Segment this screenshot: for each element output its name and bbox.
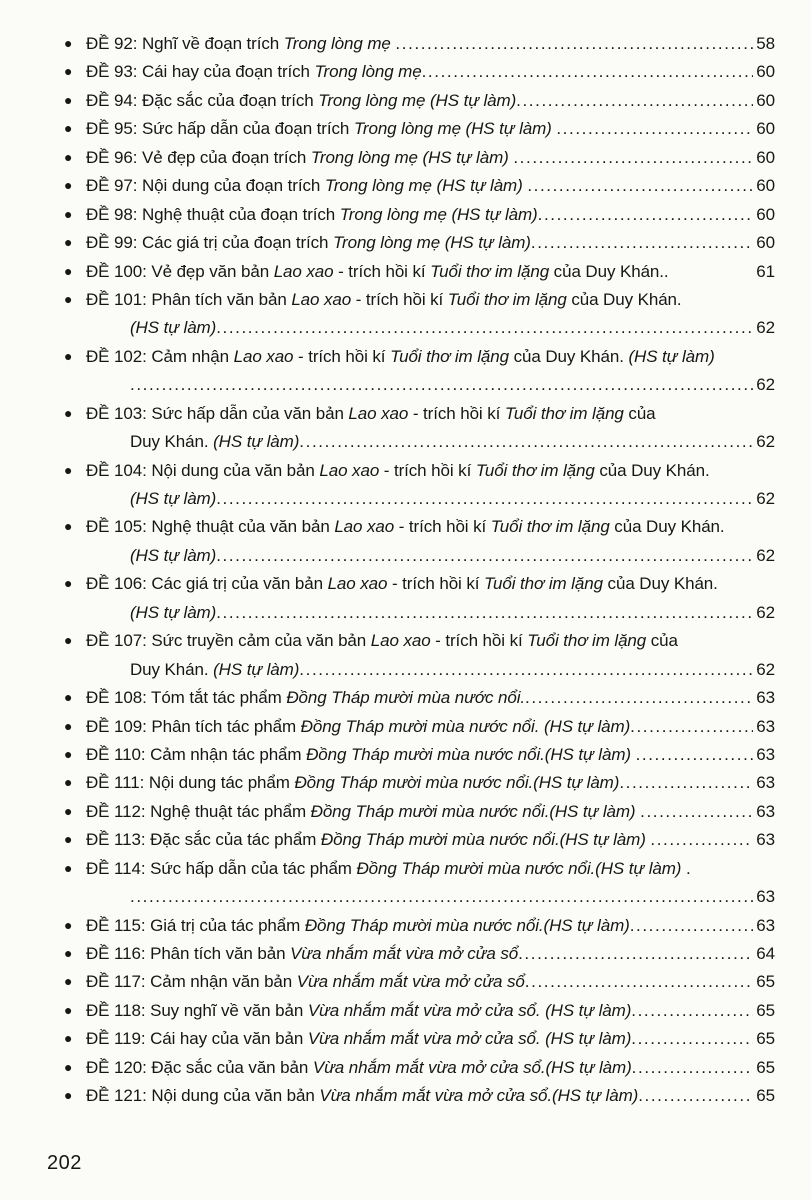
toc-entry-103 — [64, 404, 775, 461]
toc-work-title-segment: (HS tự làm) — [213, 659, 300, 679]
toc-work-title-segment: Vừa nhắm mắt vừa mở cửa sổ.(HS tự làm) — [319, 1086, 639, 1106]
toc-work-title-segment: Trong lòng mẹ (HS tự làm) — [353, 119, 557, 139]
toc-text-segment: ĐỀ 115: Giá trị của tác phẩm — [86, 915, 305, 935]
toc-text-segment: ĐỀ 96: Vẻ đẹp của đoạn trích — [86, 147, 311, 167]
toc-entry-line — [64, 972, 775, 1000]
toc-page-number: 62 — [756, 318, 775, 338]
bullet-icon: ● — [64, 518, 73, 535]
dot-leader — [395, 34, 753, 54]
toc-text-segment: ĐỀ 99: Các giá trị của đoạn trích — [86, 233, 334, 253]
toc-work-title-segment: Vừa nhắm mắt vừa mở cửa sổ. (HS tự làm) — [307, 1000, 632, 1020]
dot-leader — [130, 887, 753, 907]
toc-text-segment: ĐỀ 97: Nội dung của đoạn trích — [86, 176, 325, 196]
toc-work-title-segment: Tuổi thơ im lặng — [527, 631, 647, 651]
toc-page-number: 63 — [756, 773, 775, 793]
toc-entry-line — [64, 290, 775, 318]
toc-entry-line — [64, 773, 775, 801]
toc-entry-119 — [64, 1029, 775, 1057]
toc-entry-100 — [64, 262, 775, 290]
dot-leader — [513, 148, 753, 168]
dot-leader — [299, 432, 753, 452]
toc-entry-line — [64, 859, 775, 887]
toc-text-segment: ĐỀ 112: Nghệ thuật tác phẩm — [86, 801, 311, 821]
toc-text-segment: ĐỀ 116: Phân tích văn bản — [86, 944, 291, 963]
toc-entry-line — [64, 1058, 775, 1086]
toc-page-number: 60 — [756, 147, 775, 167]
bullet-icon: ● — [64, 859, 73, 876]
dot-leader — [525, 688, 753, 708]
toc-work-title-segment: (HS tự làm) — [130, 602, 217, 622]
dot-leader — [130, 375, 753, 395]
toc-work-title-segment: Đồng Tháp mười mùa nước nổi.(HS tự làm) — [304, 915, 630, 935]
toc-text-segment: - trích hồi kí — [408, 403, 505, 423]
toc-entry-98 — [64, 205, 775, 233]
toc-work-title-segment: Trong lòng mẹ (HS tự làm) — [310, 147, 514, 167]
toc-page-number: 60 — [756, 90, 775, 110]
toc-entry-111 — [64, 773, 775, 801]
toc-entry-94 — [64, 91, 775, 119]
toc-list — [64, 34, 775, 1115]
toc-entry-112 — [64, 802, 775, 830]
toc-work-title-segment: Trong lòng mẹ (HS tự làm) — [324, 176, 528, 196]
toc-entry-95 — [64, 119, 775, 147]
dot-leader — [619, 773, 753, 793]
toc-page-number: 64 — [756, 944, 775, 963]
toc-entry-97 — [64, 176, 775, 204]
bullet-icon: ● — [64, 717, 73, 734]
toc-work-title-segment: Đồng Tháp mười mùa nước nổi. (HS tự làm) — [300, 716, 631, 736]
bullet-icon: ● — [64, 945, 73, 961]
toc-entry-line — [64, 1086, 775, 1114]
toc-entry-106 — [64, 574, 775, 631]
toc-entry-99 — [64, 233, 775, 261]
toc-entry-line — [64, 916, 775, 944]
toc-text-segment: ĐỀ 95: Sức hấp dẫn của đoạn trích — [86, 119, 354, 139]
toc-work-title-segment: Đồng Tháp mười mùa nước nổi.(HS tự làm) — [294, 773, 620, 793]
toc-text-segment: ĐỀ 101: Phân tích văn bản — [86, 289, 292, 309]
toc-entry-continuation-line — [64, 660, 775, 688]
toc-entry-line — [64, 1029, 775, 1057]
bullet-icon: ● — [64, 63, 73, 80]
toc-text-segment: ĐỀ 93: Cái hay của đoạn trích — [86, 62, 315, 82]
bullet-icon: ● — [64, 745, 73, 762]
dot-leader — [638, 1086, 753, 1106]
bullet-icon: ● — [64, 1087, 73, 1104]
toc-text-segment: ĐỀ 100: Vẻ đẹp văn bản — [86, 261, 274, 281]
bullet-icon: ● — [64, 120, 73, 137]
toc-text-segment: ĐỀ 102: Cảm nhận — [86, 346, 234, 366]
dot-leader — [630, 916, 754, 936]
footer-page-number: 202 — [47, 1152, 82, 1174]
dot-leader — [632, 1058, 754, 1078]
bullet-icon: ● — [64, 689, 73, 706]
toc-work-title-segment: (HS tự làm) — [130, 489, 217, 508]
bullet-icon: ● — [64, 404, 73, 421]
toc-text-segment: ĐỀ 117: Cảm nhận văn bản — [86, 972, 297, 992]
toc-entry-118 — [64, 1001, 775, 1029]
toc-entry-107 — [64, 631, 775, 688]
toc-text-segment: của Duy Khán. — [508, 346, 629, 366]
toc-text-segment: ĐỀ 118: Suy nghĩ về văn bản — [86, 1000, 308, 1020]
dot-leader — [299, 660, 753, 680]
toc-work-title-segment: Lao xao — [319, 460, 380, 480]
toc-entry-line — [64, 688, 775, 716]
toc-text-segment: ĐỀ 104: Nội dung của văn bản — [86, 460, 320, 480]
toc-text-segment: của — [646, 631, 678, 651]
toc-text-segment: của Duy Khán. — [566, 289, 682, 309]
toc-text-segment: - trích hồi kí — [430, 631, 528, 651]
dot-leader — [650, 830, 753, 850]
toc-work-title-segment: Lao xao — [291, 289, 352, 309]
bullet-icon: ● — [64, 774, 73, 791]
toc-entry-line — [64, 944, 775, 972]
toc-work-title-segment: Tuổi thơ im lặng — [430, 261, 550, 281]
toc-page-number: 63 — [756, 716, 775, 736]
toc-text-segment: - trích hồi kí — [379, 460, 476, 480]
toc-page-number: 63 — [756, 744, 775, 764]
toc-work-title-segment: Vừa nhắm mắt vừa mở cửa sổ — [290, 944, 519, 963]
toc-text-segment: - trích hồi kí — [351, 289, 448, 309]
toc-entry-line — [64, 91, 775, 119]
bullet-icon: ● — [64, 290, 73, 307]
toc-entry-continuation-line — [64, 546, 775, 574]
bullet-icon: ● — [64, 347, 73, 364]
toc-work-title-segment: Lao xao — [233, 346, 294, 366]
toc-text-segment: ĐỀ 108: Tóm tắt tác phẩm — [86, 688, 287, 708]
bullet-icon: ● — [64, 234, 73, 251]
toc-entry-92 — [64, 34, 775, 62]
toc-page-number: 58 — [756, 34, 775, 53]
toc-page-number: 63 — [756, 887, 775, 907]
toc-text-segment: ĐỀ 113: Đặc sắc của tác phẩm — [86, 830, 321, 850]
toc-entry-continuation-line — [64, 432, 775, 460]
toc-text-segment: ĐỀ 109: Phân tích tác phẩm — [86, 716, 301, 736]
toc-entry-line — [64, 574, 775, 602]
bullet-icon: ● — [64, 575, 73, 592]
toc-entry-line — [64, 404, 775, 432]
toc-entry-line — [64, 347, 775, 375]
toc-work-title-segment: Tuổi thơ im lặng — [447, 289, 567, 309]
toc-page-number: 65 — [756, 1086, 775, 1106]
toc-entry-115 — [64, 916, 775, 944]
bullet-icon: ● — [64, 1058, 73, 1075]
dot-leader — [216, 546, 753, 566]
toc-page-number: 62 — [756, 602, 775, 622]
toc-text-segment: - trích hồi kí — [387, 574, 485, 594]
dot-leader — [556, 119, 753, 139]
toc-page-number: 60 — [756, 204, 775, 224]
toc-text-segment: ĐỀ 103: Sức hấp dẫn của văn bản — [86, 403, 349, 423]
toc-work-title-segment: Lao xao — [370, 631, 431, 651]
dot-leader — [516, 91, 753, 111]
toc-page-number: 63 — [756, 830, 775, 850]
toc-entry-continuation-line — [64, 887, 775, 915]
toc-page-number: 65 — [756, 972, 775, 992]
toc-entry-104 — [64, 461, 775, 518]
toc-text-segment: ĐỀ 92: Nghĩ về đoạn trích — [86, 34, 284, 53]
bullet-icon: ● — [64, 831, 73, 848]
toc-work-title-segment: Đồng Tháp mười mùa nước nổi.(HS tự làm) — [320, 830, 651, 850]
toc-page-number: 63 — [756, 688, 775, 708]
toc-page-number: 65 — [756, 1057, 775, 1077]
toc-entry-line — [64, 830, 775, 858]
toc-text-segment: ĐỀ 105: Nghệ thuật của văn bản — [86, 517, 335, 537]
bullet-icon: ● — [64, 205, 73, 222]
toc-entry-line — [64, 205, 775, 233]
toc-entry-93 — [64, 62, 775, 90]
toc-entry-121 — [64, 1086, 775, 1114]
toc-text-segment: - trích hồi kí — [293, 346, 391, 366]
toc-text-segment: ĐỀ 106: Các giá trị của văn bản — [86, 574, 328, 594]
toc-work-title-segment: Đồng Tháp mười mùa nước nổi.(HS tự làm) — [310, 801, 641, 821]
toc-entry-108 — [64, 688, 775, 716]
toc-entry-line — [64, 461, 775, 489]
toc-work-title-segment: Tuổi thơ im lặng — [504, 403, 624, 423]
toc-text-segment: - trích hồi kí — [394, 517, 491, 537]
dot-leader — [636, 745, 754, 765]
toc-page-number: 62 — [756, 489, 775, 508]
toc-text-segment: Duy Khán. — [130, 432, 214, 452]
toc-work-title-segment: (HS tự làm) — [130, 545, 217, 565]
bullet-icon: ● — [64, 262, 73, 279]
toc-work-title-segment: Lao xao — [327, 574, 388, 594]
toc-page-number: 63 — [756, 915, 775, 935]
toc-page-number: 62 — [756, 375, 775, 395]
toc-page-number: 60 — [756, 62, 775, 82]
toc-work-title-segment: Vừa nhắm mắt vừa mở cửa sổ. (HS tự làm) — [307, 1029, 632, 1049]
toc-work-title-segment: Tuổi thơ im lặng — [484, 574, 603, 594]
bullet-icon: ● — [64, 177, 73, 194]
toc-entry-line — [64, 34, 775, 62]
toc-text-segment: của Duy Khán. — [594, 460, 710, 480]
bullet-icon: ● — [64, 916, 73, 933]
toc-text-segment: ĐỀ 98: Nghệ thuật của đoạn trích — [86, 204, 340, 224]
toc-text-segment: ĐỀ 110: Cảm nhận tác phẩm — [86, 744, 307, 764]
dot-leader — [531, 233, 753, 253]
dot-leader — [630, 717, 753, 737]
toc-entry-96 — [64, 148, 775, 176]
toc-page-number: 60 — [756, 233, 775, 253]
toc-work-title-segment: Đồng Tháp mười mùa nước nổi.(HS tự làm) — [306, 744, 636, 764]
toc-entry-continuation-line — [64, 489, 775, 517]
toc-work-title-segment: Tuổi thơ im lặng — [475, 460, 595, 480]
toc-text-segment: ĐỀ 107: Sức truyền cảm của văn bản — [86, 631, 371, 651]
toc-entry-continuation-line — [64, 318, 775, 346]
toc-entry-line — [64, 517, 775, 545]
toc-page-number: 65 — [756, 1029, 775, 1049]
toc-entry-109 — [64, 717, 775, 745]
toc-entry-line — [64, 745, 775, 773]
toc-page-number: 60 — [756, 119, 775, 139]
toc-text-segment: của Duy Khán. — [602, 574, 718, 594]
dot-leader — [518, 944, 753, 964]
toc-text-segment: của Duy Khán. — [609, 517, 725, 537]
toc-work-title-segment: Vừa nhắm mắt vừa mở cửa sổ — [296, 972, 525, 992]
toc-work-title-segment: Trong lòng mẹ — [283, 34, 396, 53]
toc-page-number: 62 — [756, 659, 775, 679]
dot-leader — [216, 603, 753, 623]
toc-entry-line — [64, 148, 775, 176]
bullet-icon: ● — [64, 1030, 73, 1047]
dot-leader — [640, 802, 753, 822]
dot-leader — [525, 972, 753, 992]
toc-work-title-segment: Lao xao — [348, 403, 409, 423]
toc-work-title-segment: Lao xao — [334, 517, 395, 537]
bullet-icon: ● — [64, 973, 73, 990]
toc-text-segment: của — [623, 403, 656, 423]
toc-work-title-segment: Đồng Tháp mười mùa nước nổi. — [286, 688, 526, 708]
toc-work-title-segment: (HS tự làm) — [628, 346, 715, 366]
toc-page-number: 65 — [756, 1000, 775, 1020]
toc-work-title-segment: (HS tự làm) — [130, 318, 217, 338]
toc-work-title-segment: Tuổi thơ im lặng — [390, 346, 509, 366]
dot-leader — [216, 318, 753, 338]
toc-work-title-segment: Tuổi thơ im lặng — [490, 517, 610, 537]
toc-text-segment: ĐỀ 121: Nội dung của văn bản — [86, 1086, 320, 1106]
toc-text-segment: ĐỀ 114: Sức hấp dẫn của tác phẩm — [86, 858, 357, 878]
toc-entry-line — [64, 176, 775, 204]
toc-entry-line — [64, 262, 775, 290]
toc-entry-120 — [64, 1058, 775, 1086]
toc-work-title-segment: (HS tự làm) — [213, 432, 300, 452]
bullet-icon: ● — [64, 461, 73, 478]
toc-entry-117 — [64, 972, 775, 1000]
bullet-icon: ● — [64, 91, 73, 108]
toc-page-number: 61 — [756, 261, 775, 281]
toc-page-number: 60 — [756, 176, 775, 196]
toc-entry-116 — [64, 944, 775, 972]
toc-entry-105 — [64, 517, 775, 574]
toc-page-number: 62 — [756, 432, 775, 452]
toc-entry-continuation-line — [64, 603, 775, 631]
bullet-icon: ● — [64, 1001, 73, 1018]
bullet-icon: ● — [64, 802, 73, 819]
toc-text-segment: ĐỀ 94: Đặc sắc của đoạn trích — [86, 90, 319, 110]
toc-text-segment: . — [681, 858, 691, 878]
toc-text-segment: - trích hồi kí — [333, 261, 431, 281]
dot-leader — [631, 1029, 753, 1049]
toc-text-segment: Duy Khán. — [130, 659, 214, 679]
dot-leader — [538, 205, 754, 225]
toc-entry-line — [64, 631, 775, 659]
toc-work-title-segment: Trong lòng mẹ — [314, 62, 422, 82]
toc-work-title-segment: Đồng Tháp mười mùa nước nổi.(HS tự làm) — [356, 858, 682, 878]
toc-work-title-segment: Trong lòng mẹ (HS tự làm) — [318, 90, 517, 110]
dot-leader — [527, 176, 753, 196]
toc-text-segment: của Duy Khán.. — [549, 261, 669, 281]
dot-leader — [631, 1001, 753, 1021]
toc-entry-101 — [64, 290, 775, 347]
dot-leader — [422, 62, 754, 82]
bullet-icon: ● — [64, 148, 73, 165]
dot-leader — [216, 489, 753, 509]
bullet-icon: ● — [64, 632, 73, 649]
toc-entry-line — [64, 233, 775, 261]
toc-entry-113 — [64, 830, 775, 858]
toc-page-number: 62 — [756, 545, 775, 565]
toc-entry-continuation-line — [64, 375, 775, 403]
toc-entry-102 — [64, 347, 775, 404]
toc-text-segment: ĐỀ 111: Nội dung tác phẩm — [86, 773, 295, 793]
toc-work-title-segment: Vừa nhắm mắt vừa mở cửa sổ.(HS tự làm) — [312, 1057, 632, 1077]
toc-entry-line — [64, 119, 775, 147]
toc-entry-line — [64, 802, 775, 830]
toc-entry-line — [64, 1001, 775, 1029]
toc-work-title-segment: Trong lòng mẹ (HS tự làm) — [333, 233, 531, 253]
toc-work-title-segment: Trong lòng mẹ (HS tự làm) — [339, 204, 538, 224]
bullet-icon: ● — [64, 35, 73, 51]
toc-text-segment: ĐỀ 119: Cái hay của văn bản — [86, 1029, 308, 1049]
toc-entry-110 — [64, 745, 775, 773]
toc-entry-line — [64, 62, 775, 90]
toc-text-segment: ĐỀ 120: Đặc sắc của văn bản — [86, 1057, 313, 1077]
toc-page-number: 63 — [756, 801, 775, 821]
toc-work-title-segment: Lao xao — [273, 261, 334, 281]
toc-entry-114 — [64, 859, 775, 916]
toc-entry-line — [64, 717, 775, 745]
